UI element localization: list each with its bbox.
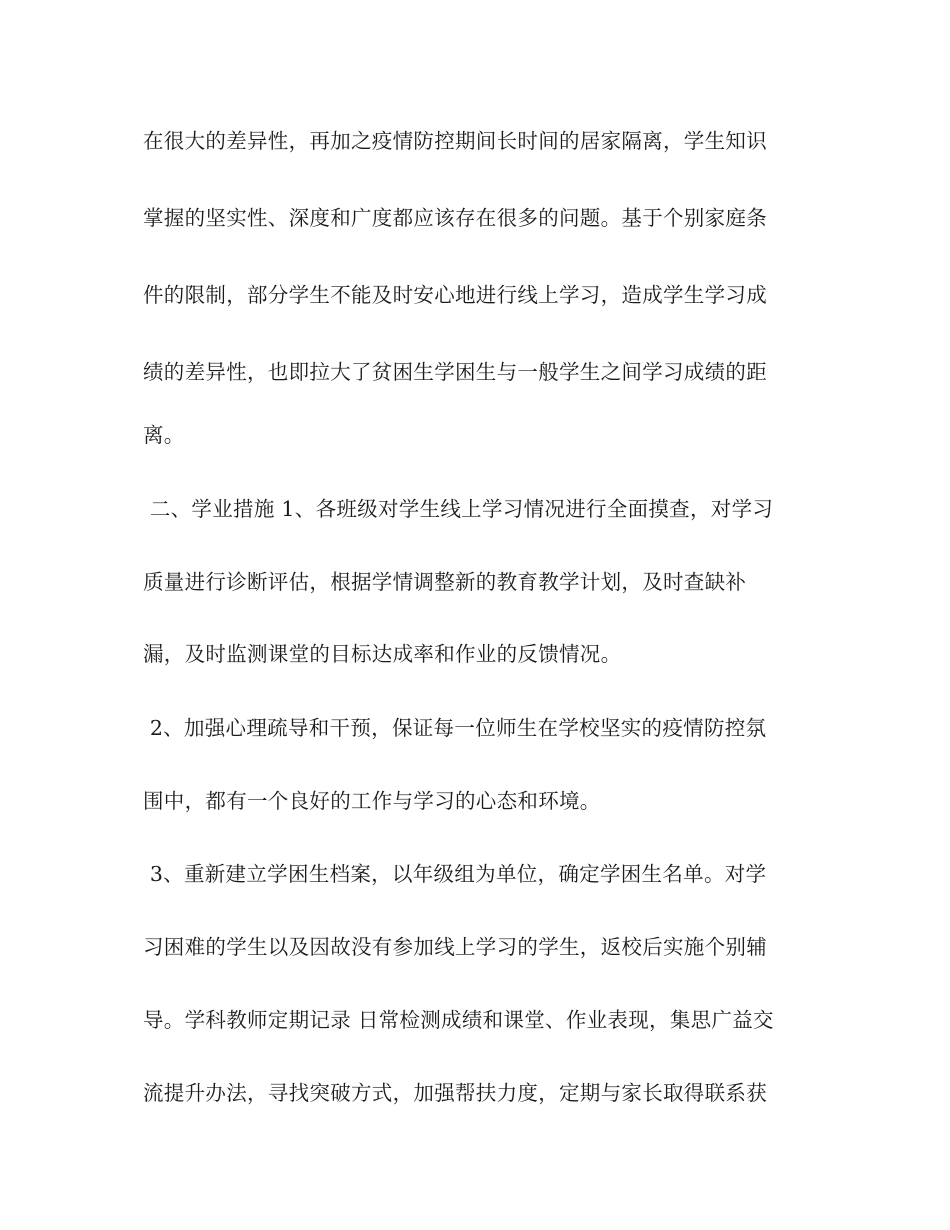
text-line: 件的限制，部分学生不能及时安心地进行线上学习，造成学生学习成 [143, 283, 767, 307]
text-line: 质量进行诊断评估，根据学情调整新的教育教学计划，及时查缺补 [143, 570, 747, 594]
text-line: 绩的差异性，也即拉大了贫困生学困生与一般学生之间学习成绩的距 [143, 360, 767, 384]
text-line: 流提升办法，寻找突破方式，加强帮扶力度，定期与家长取得联系获 [143, 1081, 767, 1105]
text-line: 围中，都有一个良好的工作与学习的心态和环境。 [143, 789, 601, 813]
text-line: 漏，及时监测课堂的目标达成率和作业的反馈情况。 [143, 642, 622, 666]
text-line: 2、加强心理疏导和干预，保证每一位师生在学校坚实的疫情防控氛 [143, 716, 767, 740]
text-line: 二、学业措施 1、各班级对学生线上学习情况进行全面摸查，对学习 [143, 497, 774, 521]
text-line: 在很大的差异性，再加之疫情防控期间长时间的居家隔离，学生知识 [143, 129, 767, 153]
text-line: 习困难的学生以及因故没有参加线上学习的学生，返校后实施个别辅 [143, 935, 767, 959]
text-line: 导。学科教师定期记录 日常检测成绩和课堂、作业表现，集思广益交 [143, 1008, 774, 1032]
text-line: 离。 [143, 423, 185, 447]
text-line: 掌握的坚实性、深度和广度都应该存在很多的问题。基于个别家庭条 [143, 206, 767, 230]
text-line: 3、重新建立学困生档案，以年级组为单位，确定学困生名单。对学 [143, 862, 767, 886]
